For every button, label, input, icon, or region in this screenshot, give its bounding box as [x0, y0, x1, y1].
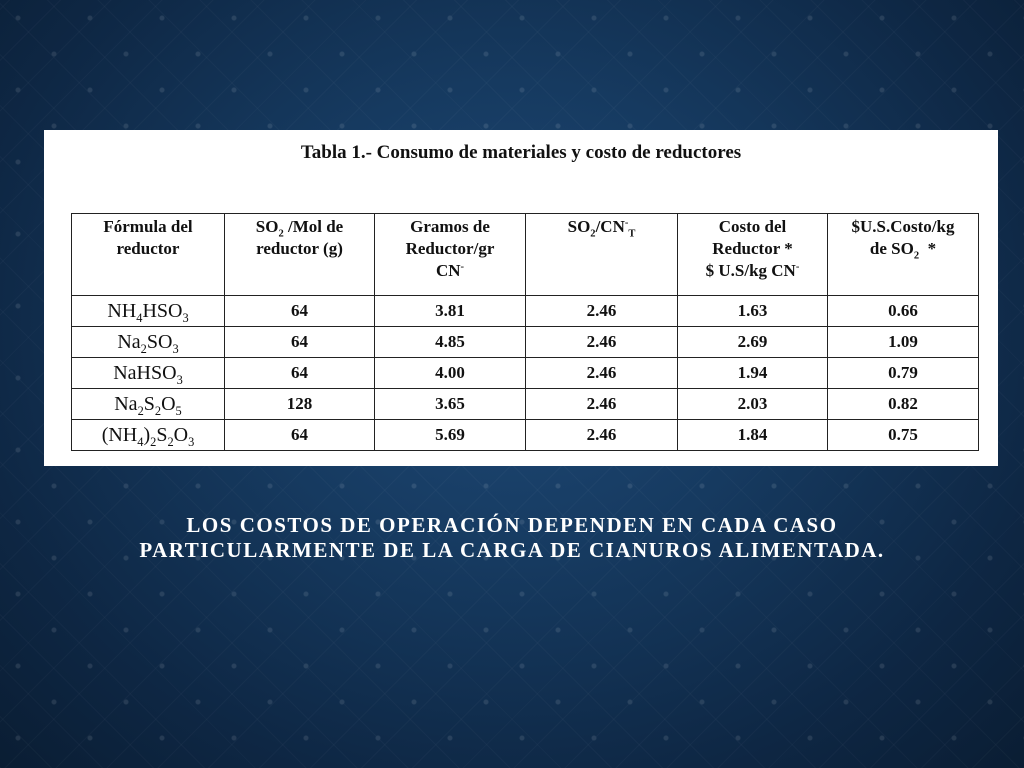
gramos-cell: 4.85 [375, 327, 526, 358]
so2-cn-cell: 2.46 [526, 296, 678, 327]
table-header-row [72, 214, 979, 296]
table-row [72, 389, 979, 420]
table-row [72, 327, 979, 358]
so2-mol-cell: 64 [225, 358, 375, 389]
table-row [72, 358, 979, 389]
costo-reductor-cell: 2.69 [678, 327, 828, 358]
so2-cn-cell: 2.46 [526, 327, 678, 358]
table-image-panel [44, 130, 998, 466]
costo-reductor-cell: 1.84 [678, 420, 828, 451]
header-costo-so2: $U.S.Costo/kg de $SO_2$ * [828, 214, 979, 296]
so2-mol-cell: 64 [225, 420, 375, 451]
costo-so2-cell: 0.82 [828, 389, 979, 420]
so2-cn-cell: 2.46 [526, 358, 678, 389]
gramos-cell: 4.00 [375, 358, 526, 389]
gramos-cell: 3.81 [375, 296, 526, 327]
so2-mol-cell: 64 [225, 296, 375, 327]
costo-so2-cell: 1.09 [828, 327, 979, 358]
caption-line-2: PARTICULARMENTE DE LA CARGA DE CIANUROS ALIMENTADA. [139, 538, 885, 562]
costo-so2-cell: 0.66 [828, 296, 979, 327]
header-formula: Fórmula del reductor [72, 214, 225, 296]
header-costo-reductor: Costo del Reductor * $ U.S/kg CN- [678, 214, 828, 296]
header-so2-cn: $SO_2/CN^-_T$ [526, 214, 678, 296]
costo-reductor-cell: 1.94 [678, 358, 828, 389]
costo-reductor-cell: 1.63 [678, 296, 828, 327]
so2-cn-cell: 2.46 [526, 389, 678, 420]
formula-cell: $(NH_4)_2S_2O_3$ [72, 420, 225, 451]
formula-cell: $Na_2SO_3$ [72, 327, 225, 358]
so2-mol-cell: 64 [225, 327, 375, 358]
table-title: Tabla 1.- Consumo de materiales y costo de reductores [300, 142, 742, 163]
slide-caption [40, 513, 984, 563]
table-row [72, 296, 979, 327]
gramos-cell: 3.65 [375, 389, 526, 420]
reductor-table [71, 213, 979, 451]
caption-line-1: LOS COSTOS DE OPERACIÓN DEPENDEN EN CADA CASO [186, 513, 838, 537]
formula-cell: NaHSO$_3$ [72, 358, 225, 389]
formula-cell: $NH_4HSO_3$ [72, 296, 225, 327]
gramos-cell: 5.69 [375, 420, 526, 451]
so2-mol-cell: 128 [225, 389, 375, 420]
costo-so2-cell: 0.79 [828, 358, 979, 389]
header-gramos: Gramos de Reductor/gr CN- [375, 214, 526, 296]
formula-cell: $Na_2S_2O_5$ [72, 389, 225, 420]
header-so2-mol: $SO_2$ /Mol de reductor (g) [225, 214, 375, 296]
costo-reductor-cell: 2.03 [678, 389, 828, 420]
costo-so2-cell: 0.75 [828, 420, 979, 451]
so2-cn-cell: 2.46 [526, 420, 678, 451]
table-row [72, 420, 979, 451]
